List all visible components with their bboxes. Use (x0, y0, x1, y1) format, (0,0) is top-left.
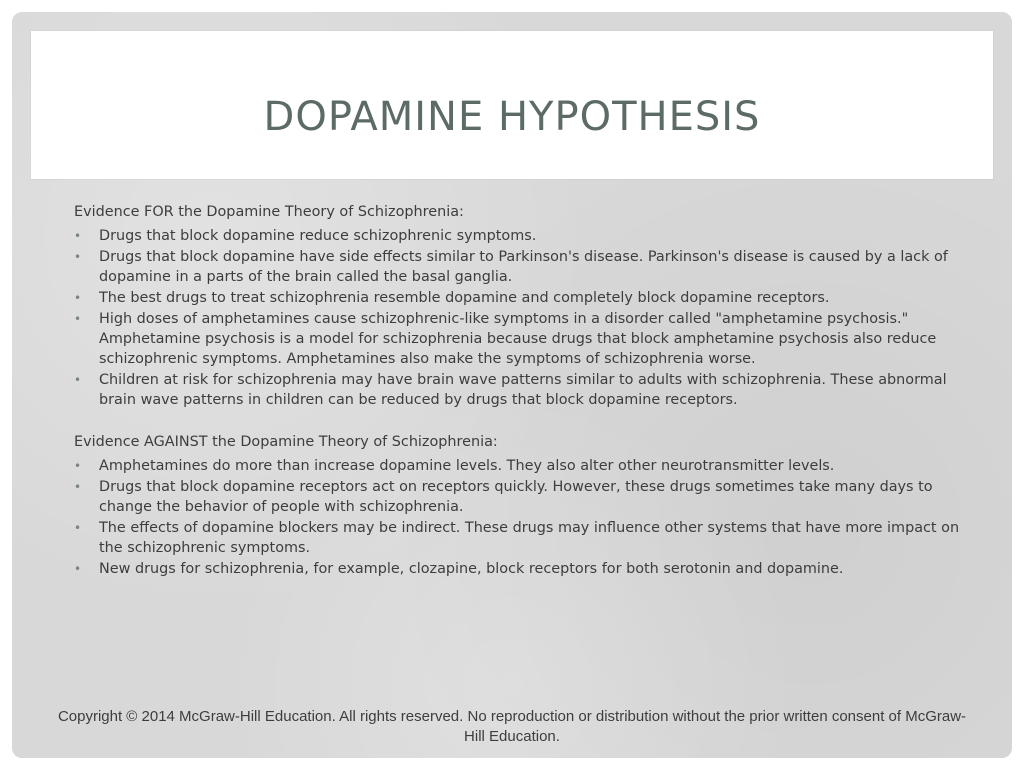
list-item (74, 456, 974, 476)
bullet-list-against (74, 456, 974, 579)
title-box (31, 31, 993, 179)
bullet-icon: • (74, 229, 82, 243)
list-item (74, 288, 974, 308)
bullet-icon: • (74, 562, 82, 576)
section-against (74, 432, 974, 579)
list-item (74, 477, 974, 517)
list-item (74, 518, 974, 558)
copyright-notice: Copyright © 2014 McGraw-Hill Education. All rights reserved. No reproduction or distribution without the prior written consent of McGraw-Hill Education. (57, 708, 967, 745)
section-heading-against: Evidence AGAINST the Dopamine Theory of Schizophrenia: (74, 434, 498, 450)
list-item (74, 309, 974, 369)
bullet-icon: • (74, 373, 82, 387)
list-item (74, 370, 974, 410)
list-item (74, 226, 974, 246)
bullet-icon: • (74, 291, 82, 305)
bullet-list-for (74, 226, 974, 410)
bullet-text: Amphetamines do more than increase dopamine levels. They also alter other neurotransmitter levels. (99, 458, 835, 474)
bullet-icon: • (74, 521, 82, 535)
bullet-text: High doses of amphetamines cause schizophrenic-like symptoms in a disorder called "amphetamine psychosis." Amphetamine psychosis is a model for schizophrenia because drugs that block amphetamine psychosis also reduce schizophrenic symptoms. Amphetamines also make the symptoms of schizophrenia worse. (99, 311, 937, 367)
slide-title: DOPAMINE HYPOTHESIS (263, 94, 761, 140)
bullet-icon: • (74, 312, 82, 326)
bullet-icon: • (74, 459, 82, 473)
list-item (74, 247, 974, 287)
bullet-text: Drugs that block dopamine receptors act on receptors quickly. However, these drugs sometimes take many days to change the behavior of people with schizophrenia. (99, 479, 933, 515)
bullet-icon: • (74, 250, 82, 264)
bullet-text: New drugs for schizophrenia, for example, clozapine, block receptors for both serotonin and dopamine. (99, 561, 844, 577)
bullet-text: Drugs that block dopamine have side effects similar to Parkinson's disease. Parkinson's disease is caused by a lack of dopamine in a parts of the brain called the basal ganglia. (99, 249, 948, 285)
list-item (74, 559, 974, 579)
bullet-text: Children at risk for schizophrenia may have brain wave patterns similar to adults with schizophrenia. These abnormal brain wave patterns in children can be reduced by drugs that block dopamine receptors. (99, 372, 947, 408)
bullet-text: The effects of dopamine blockers may be indirect. These drugs may influence other systems that have more impact on the schizophrenic symptoms. (99, 520, 960, 556)
bullet-text: The best drugs to treat schizophrenia resemble dopamine and completely block dopamine receptors. (99, 290, 830, 306)
bullet-text: Drugs that block dopamine reduce schizophrenic symptoms. (99, 228, 537, 244)
section-for (74, 202, 974, 410)
slide-content (74, 202, 974, 580)
section-heading-for: Evidence FOR the Dopamine Theory of Schizophrenia: (74, 204, 464, 220)
bullet-icon: • (74, 480, 82, 494)
slide (12, 12, 1012, 758)
